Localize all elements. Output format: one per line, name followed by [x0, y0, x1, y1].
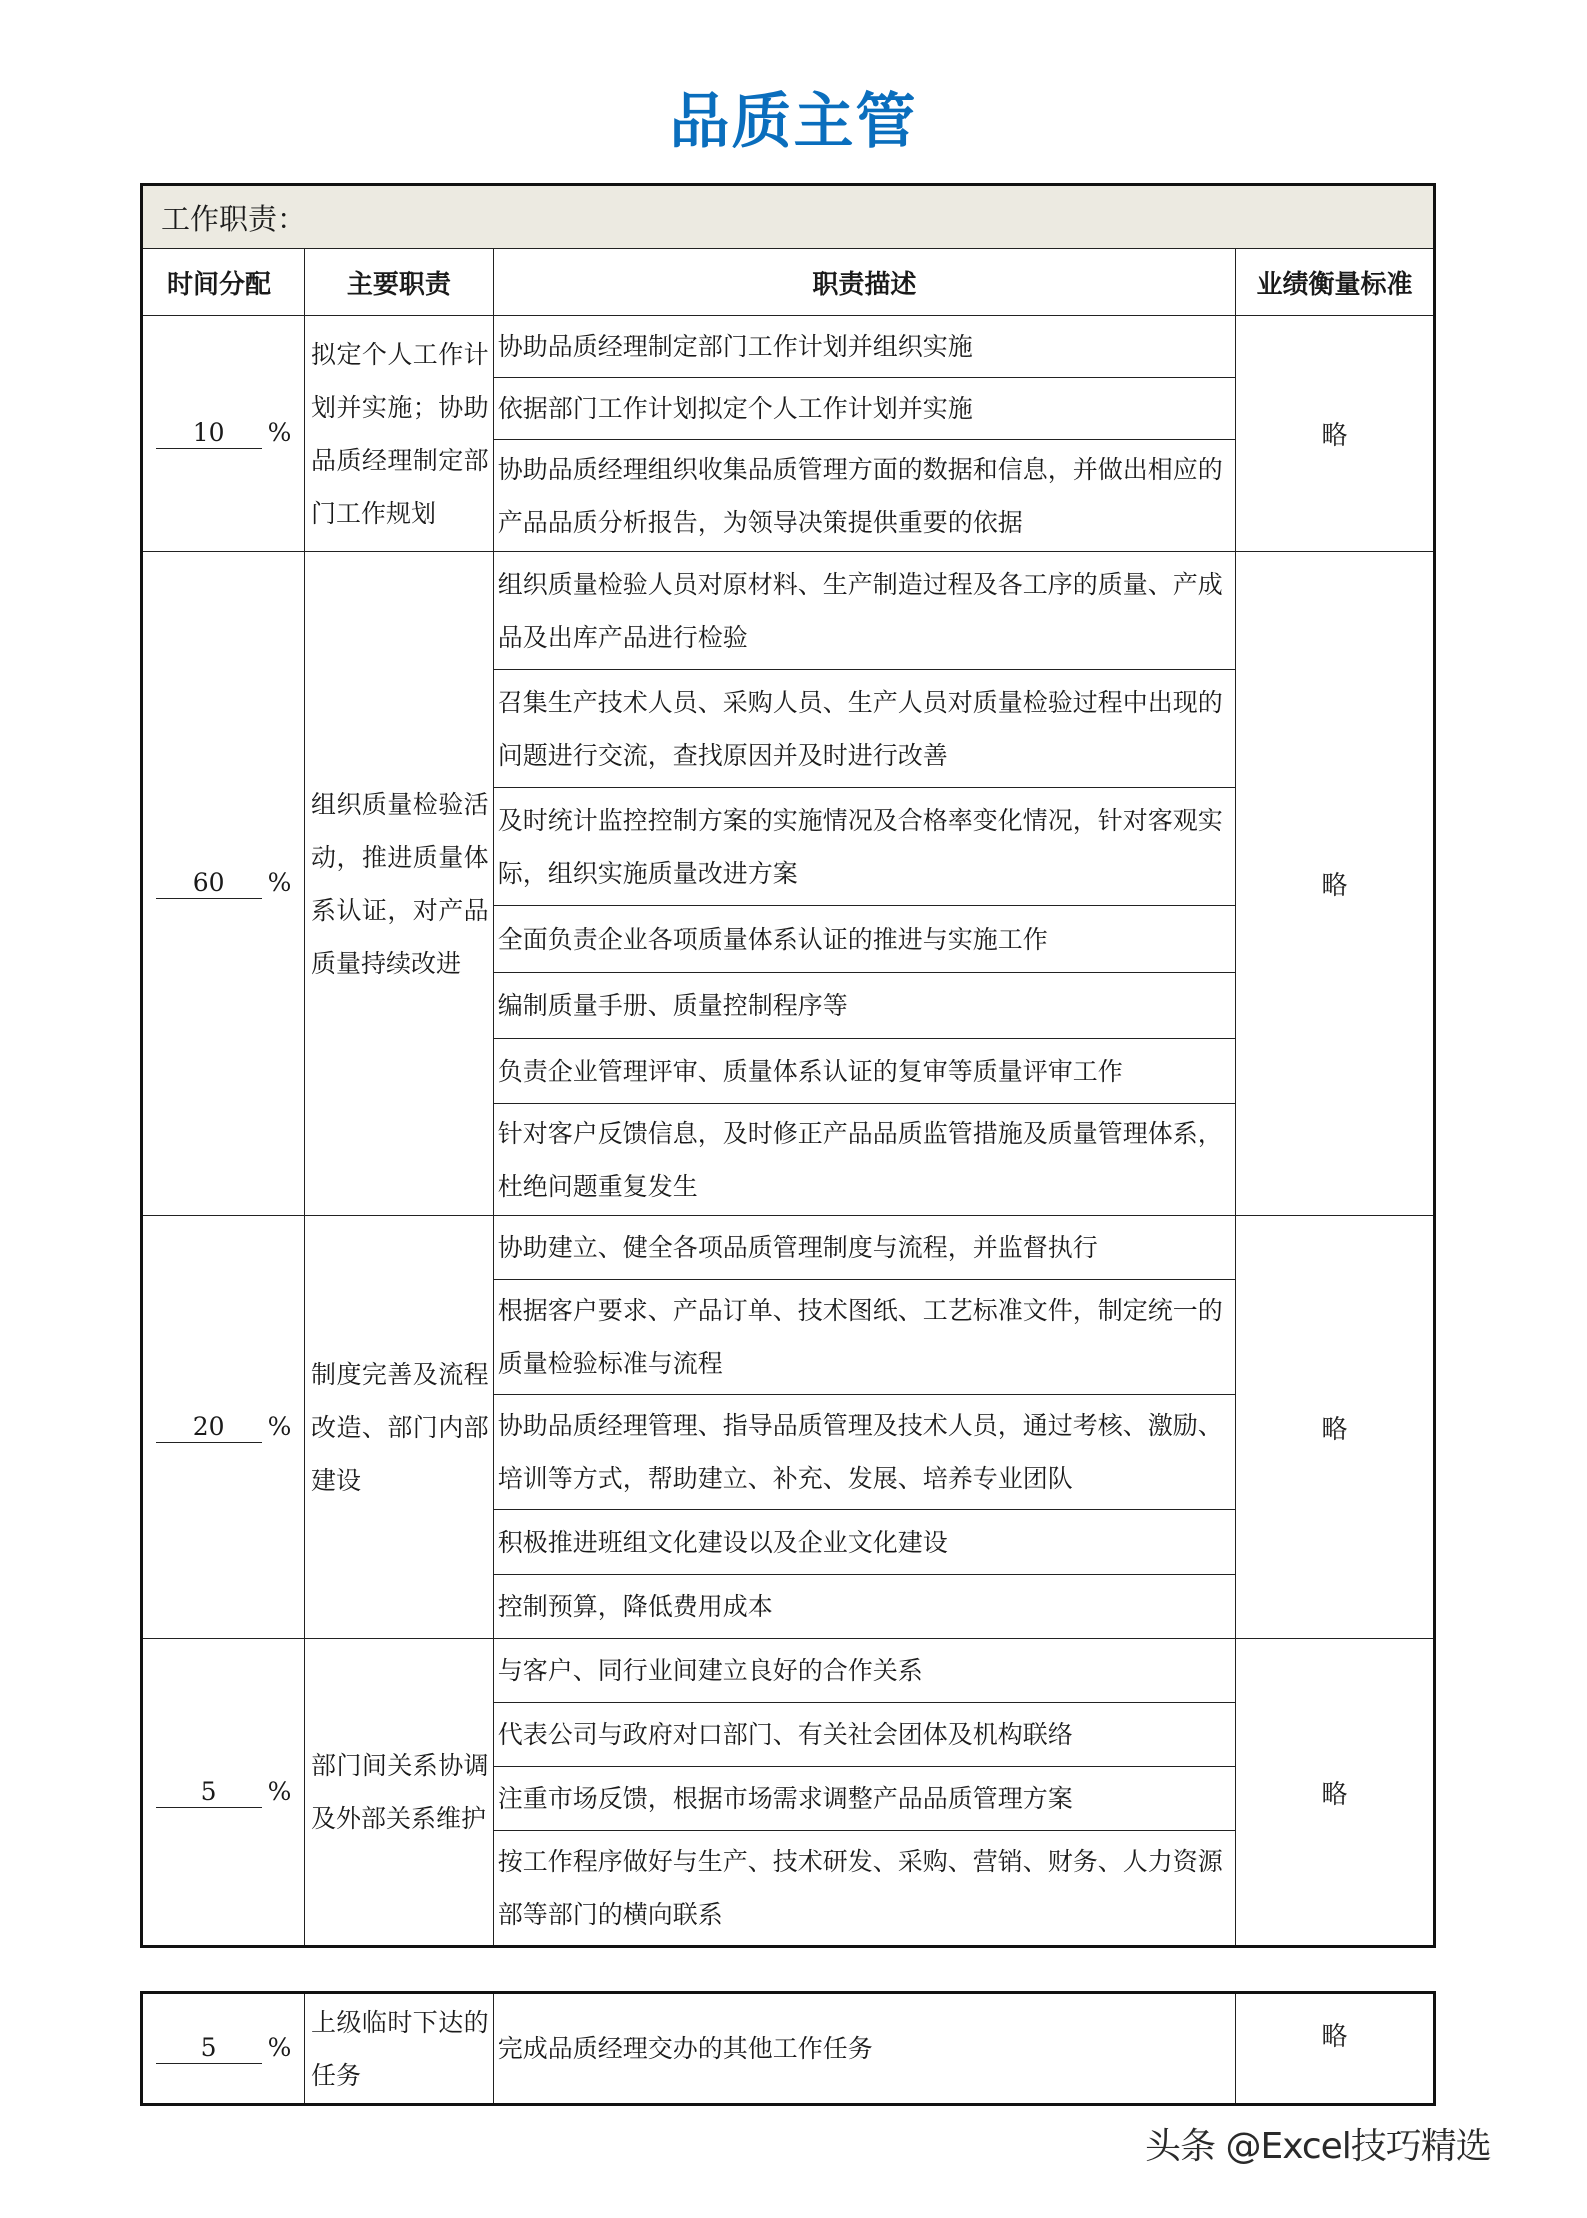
duty-description: 全面负责企业各项质量体系认证的推进与实施工作 — [493, 906, 1235, 973]
table-row — [142, 552, 1435, 670]
performance-standard: 略 — [1236, 1639, 1435, 1947]
duty-description: 代表公司与政府对口部门、有关社会团体及机构联络 — [493, 1703, 1235, 1767]
table-row — [142, 1216, 1435, 1280]
header-duty: 主要职责 — [305, 249, 494, 316]
duty-description: 协助品质经理管理、指导品质管理及技术人员，通过考核、激励、培训等方式，帮助建立、补充、发展、培养专业团队 — [493, 1395, 1235, 1510]
time-allocation — [142, 1639, 305, 1947]
duty-description: 协助品质经理制定部门工作计划并组织实施 — [493, 316, 1235, 378]
duty-description: 针对客户反馈信息，及时修正产品品质监管措施及质量管理体系，杜绝问题重复发生 — [493, 1104, 1235, 1216]
page-title: 品质主管 — [669, 87, 918, 157]
time-allocation — [142, 552, 305, 1216]
percent-value: 60 — [156, 868, 262, 899]
table-row — [142, 1993, 1435, 2105]
duty-description: 注重市场反馈，根据市场需求调整产品品质管理方案 — [493, 1767, 1235, 1831]
main-duty: 拟定个人工作计划并实施；协助品质经理制定部门工作规划 — [305, 316, 494, 552]
percent-value: 20 — [156, 1412, 262, 1443]
main-duty: 制度完善及流程改造、部门内部建设 — [305, 1216, 494, 1639]
duty-description: 积极推进班组文化建设以及企业文化建设 — [493, 1510, 1235, 1575]
percent-value: 5 — [156, 1777, 262, 1808]
extra-task-table — [140, 1991, 1436, 2106]
responsibilities-table — [140, 183, 1436, 1948]
duty-description: 协助建立、健全各项品质管理制度与流程，并监督执行 — [493, 1216, 1235, 1280]
percent-value: 5 — [156, 2033, 262, 2064]
percent-sign: % — [267, 868, 292, 897]
table-row — [142, 316, 1435, 378]
section-label: 工作职责： — [142, 185, 1435, 249]
time-allocation — [142, 1216, 305, 1639]
duty-description: 按工作程序做好与生产、技术研发、采购、营销、财务、人力资源部等部门的横向联系 — [493, 1831, 1235, 1947]
header-row — [142, 249, 1435, 316]
duty-description: 完成品质经理交办的其他工作任务 — [493, 1993, 1235, 2105]
main-duty: 组织质量检验活动，推进质量体系认证，对产品质量持续改进 — [305, 552, 494, 1216]
performance-standard: 略 — [1236, 552, 1435, 1216]
performance-standard: 略 — [1236, 1993, 1435, 2105]
main-duty: 上级临时下达的任务 — [305, 1993, 494, 2105]
header-time: 时间分配 — [142, 249, 305, 316]
duty-description: 控制预算，降低费用成本 — [493, 1575, 1235, 1639]
performance-standard: 略 — [1236, 316, 1435, 552]
time-allocation — [142, 316, 305, 552]
header-standard: 业绩衡量标准 — [1236, 249, 1435, 316]
percent-sign: % — [267, 2033, 292, 2062]
performance-standard: 略 — [1236, 1216, 1435, 1639]
percent-value: 10 — [156, 418, 262, 449]
section-band — [142, 185, 1435, 249]
duty-description: 负责企业管理评审、质量体系认证的复审等质量评审工作 — [493, 1039, 1235, 1104]
table-row — [142, 1639, 1435, 1703]
percent-sign: % — [267, 1776, 292, 1806]
header-desc: 职责描述 — [493, 249, 1235, 316]
time-allocation — [142, 1993, 305, 2105]
groups-body — [142, 316, 1435, 1947]
duty-description: 召集生产技术人员、采购人员、生产人员对质量检验过程中出现的问题进行交流，查找原因并及时进行改善 — [493, 670, 1235, 788]
duty-description: 协助品质经理组织收集品质管理方面的数据和信息，并做出相应的产品品质分析报告，为领导决策提供重要的依据 — [493, 440, 1235, 552]
duty-description: 组织质量检验人员对原材料、生产制造过程及各工序的质量、产成品及出库产品进行检验 — [493, 552, 1235, 670]
percent-sign: % — [267, 1411, 292, 1441]
main-duty: 部门间关系协调及外部关系维护 — [305, 1639, 494, 1947]
duty-description: 根据客户要求、产品订单、技术图纸、工艺标准文件，制定统一的质量检验标准与流程 — [493, 1280, 1235, 1395]
duty-description: 编制质量手册、质量控制程序等 — [493, 973, 1235, 1039]
duty-description: 与客户、同行业间建立良好的合作关系 — [493, 1639, 1235, 1703]
duty-description: 依据部门工作计划拟定个人工作计划并实施 — [493, 378, 1235, 440]
duty-description: 及时统计监控控制方案的实施情况及合格率变化情况，针对客观实际，组织实施质量改进方案 — [493, 788, 1235, 906]
percent-sign: % — [267, 418, 292, 447]
watermark: 头条 @Excel技巧精选 — [1145, 2126, 1491, 2167]
